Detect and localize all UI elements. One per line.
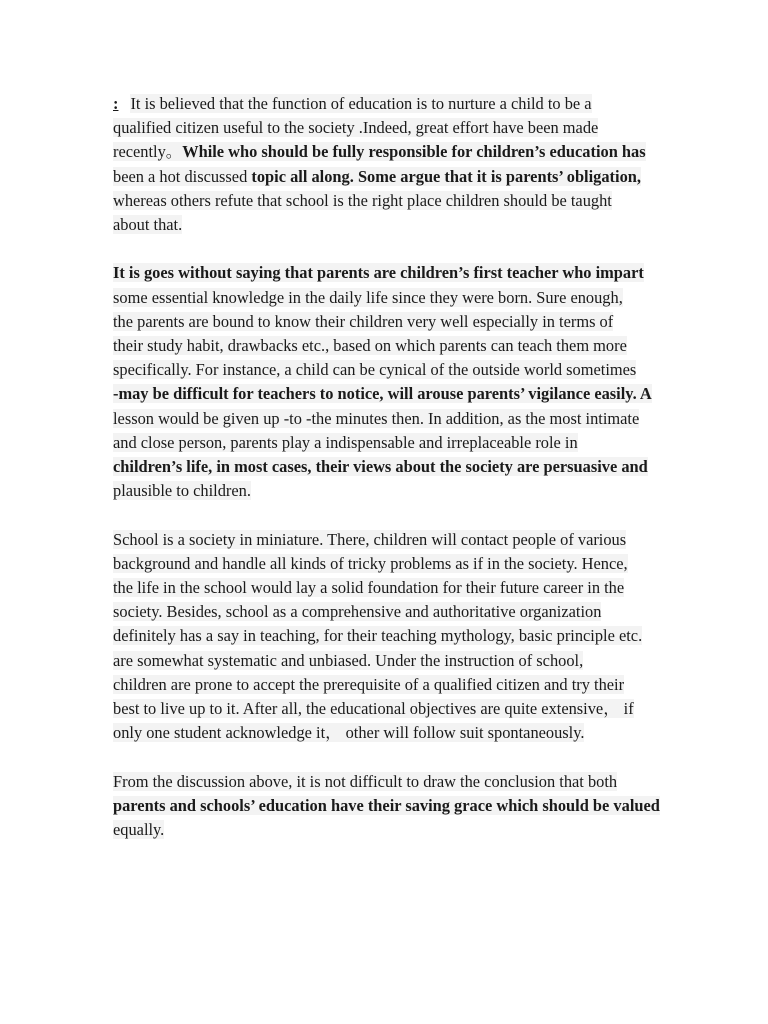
text-line: [113, 455, 693, 479]
text-line: [113, 431, 693, 455]
body-text: whereas others refute that school is the right place children should be taught: [113, 190, 612, 210]
text-line: [113, 213, 693, 237]
line-highlight: [113, 191, 612, 210]
text-line: [113, 286, 693, 310]
text-line: [113, 382, 693, 406]
text-line: [113, 818, 693, 842]
text-line: [113, 697, 693, 721]
line-highlight: [113, 651, 583, 670]
body-text: society. Besides, school as a comprehensive and authoritative organization: [113, 602, 602, 622]
line-highlight: [113, 433, 578, 452]
text-line: [113, 673, 693, 697]
line-highlight: [113, 167, 641, 186]
paragraph: [113, 261, 693, 503]
bold-text: -may be difficult for teachers to notice, will arouse parents’ vigilance easily. A: [113, 384, 652, 404]
line-highlight: [113, 118, 598, 137]
bold-text: It is goes without saying that parents are children’s first teacher who impart: [113, 263, 644, 283]
body-text: their study habit, drawbacks etc., based on which parents can teach them more: [113, 336, 627, 356]
body-text: It is believed that the function of education is to nurture a child to be a: [130, 94, 592, 113]
text-line: [113, 358, 693, 382]
line-highlight: [113, 312, 613, 331]
text-line: [113, 624, 693, 648]
body-text: only one student acknowledge it， other will follow suit spontaneously.: [113, 723, 585, 743]
text-line: [113, 165, 693, 189]
line-highlight: [113, 796, 660, 815]
body-text: been a hot discussed: [113, 166, 252, 186]
paragraph: [113, 770, 693, 843]
body-text: plausible to children.: [113, 481, 251, 501]
line-highlight: [113, 602, 601, 621]
text-line: [113, 92, 693, 116]
line-highlight: [113, 384, 652, 403]
body-text: specifically. For instance, a child can be cynical of the outside world sometimes: [113, 360, 637, 380]
body-text: the parents are bound to know their children very well especially in terms of: [113, 311, 614, 331]
body-text: background and handle all kinds of tricky problems as if in the society. Hence,: [113, 553, 628, 573]
line-highlight: [113, 578, 624, 597]
body-text: From the discussion above, it is not difficult to draw the conclusion that both: [113, 771, 618, 791]
line-highlight: [113, 360, 636, 379]
body-text: recently。: [113, 142, 183, 162]
line-highlight: [113, 554, 628, 573]
line-highlight: [130, 94, 591, 113]
text-line: [113, 140, 693, 164]
paragraph: [113, 528, 693, 746]
body-text: and close person, parents play a indispensable and irreplaceable role in: [113, 432, 578, 452]
body-text: qualified citizen useful to the society .Indeed, great effort have been made: [113, 118, 599, 138]
text-line: [113, 189, 693, 213]
text-line: [113, 600, 693, 624]
line-highlight: [113, 215, 182, 234]
paragraph: [113, 92, 693, 237]
text-line: [113, 407, 693, 431]
line-highlight: [113, 288, 623, 307]
text-line: [113, 116, 693, 140]
bold-text: children’s life, in most cases, their views about the society are persuasive and: [113, 457, 648, 477]
lead-marker: :: [113, 94, 119, 113]
body-text: lesson would be given up -to -the minutes then. In addition, as the most intimate: [113, 408, 640, 428]
line-highlight: [113, 457, 648, 476]
body-text: the life in the school would lay a solid foundation for their future career in the: [113, 578, 625, 598]
body-text: definitely has a say in teaching, for their teaching mythology, basic principle etc.: [113, 626, 643, 646]
line-highlight: [113, 675, 624, 694]
body-text: School is a society in miniature. There, children will contact people of various: [113, 529, 627, 549]
line-highlight: [113, 699, 634, 718]
text-line: [113, 528, 693, 552]
document-body: [113, 92, 693, 842]
bold-text: While who should be fully responsible for children’s education has: [182, 142, 646, 162]
line-highlight: [113, 820, 164, 839]
line-highlight: [113, 772, 617, 791]
text-line: [113, 334, 693, 358]
text-line: [113, 721, 693, 745]
body-text: equally.: [113, 820, 165, 840]
body-text: are somewhat systematic and unbiased. Under the instruction of school,: [113, 650, 584, 670]
document-page: [113, 92, 693, 866]
body-text: about that.: [113, 215, 183, 235]
text-line: [113, 649, 693, 673]
line-highlight: [113, 336, 627, 355]
body-text: children are prone to accept the prerequisite of a qualified citizen and try their: [113, 674, 625, 694]
line-highlight: [113, 530, 626, 549]
text-line: [113, 479, 693, 503]
line-highlight: [113, 626, 642, 645]
body-text: best to live up to it. After all, the educational objectives are quite extensive， if: [113, 699, 634, 719]
line-highlight: [113, 481, 251, 500]
text-line: [113, 261, 693, 285]
bold-text: topic all along. Some argue that it is parents’ obligation,: [251, 166, 641, 186]
bold-text: parents and schools’ education have their saving grace which should be valued: [113, 795, 660, 815]
line-highlight: [113, 409, 639, 428]
text-line: [113, 794, 693, 818]
text-line: [113, 310, 693, 334]
line-highlight: [113, 723, 584, 742]
text-line: [113, 576, 693, 600]
text-line: [113, 770, 693, 794]
line-highlight: [113, 263, 644, 282]
body-text: some essential knowledge in the daily life since they were born. Sure enough,: [113, 287, 623, 307]
text-line: [113, 552, 693, 576]
line-highlight: [113, 142, 646, 161]
